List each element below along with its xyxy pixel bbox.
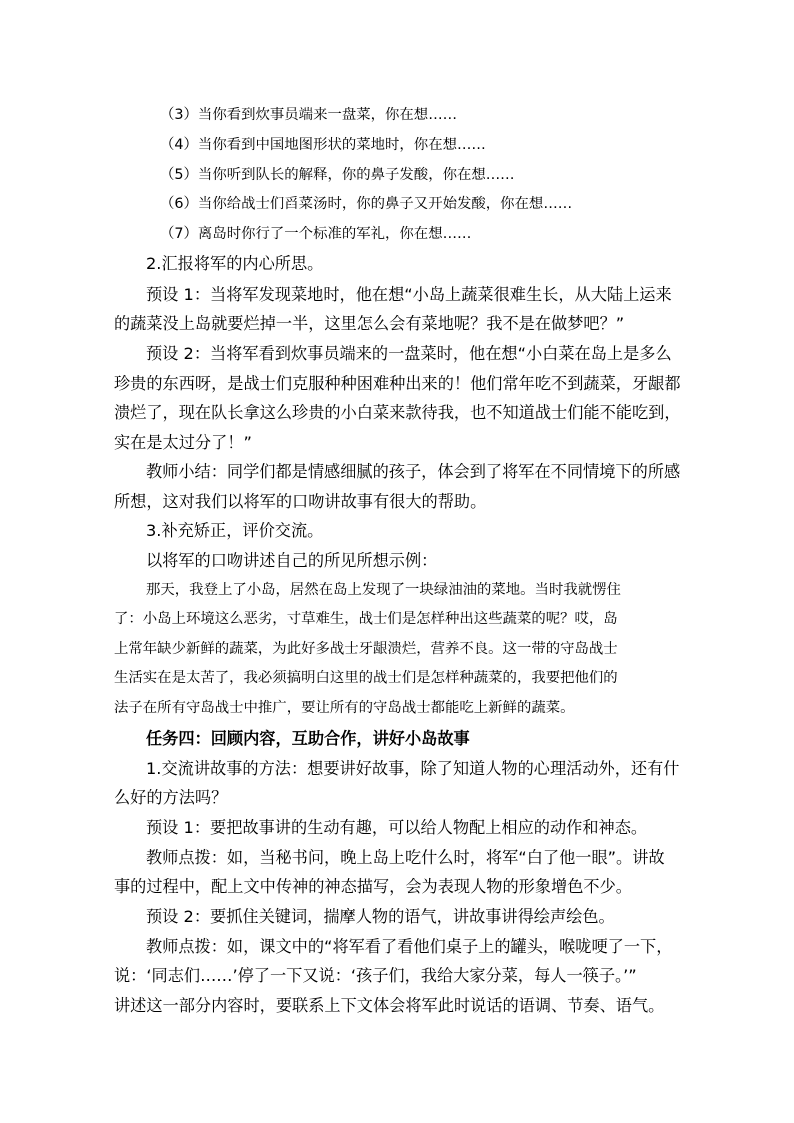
step-2-heading: 2.汇报将军的内心所思。 [146, 254, 324, 273]
question-4: （4）当你看到中国地图形状的菜地时，你在想…… [160, 137, 486, 153]
summary-line-2: 所想，这对我们以将军的口吻讲故事有很大的帮助。 [114, 492, 487, 511]
step-3-heading: 3.补充矫正，评价交流。 [146, 521, 324, 540]
tip-2-line-1: 教师点拨：如，课文中的“将军看了看他们桌子上的罐头，喉咙哽了一下， [146, 937, 673, 956]
preset-a: 预设 1：要把故事讲的生动有趣，可以给人物配上相应的动作和神态。 [146, 818, 648, 837]
summary-line-1: 教师小结：同学们都是情感细腻的孩子，体会到了将军在不同情境下的所感 [146, 462, 681, 481]
example-line-2: 了：小岛上环境这么恶劣，寸草难生，战士们是怎样种出这些蔬菜的呢？哎，岛 [114, 611, 618, 627]
tip-2-line-2: 说：‘同志们……’停了一下又说：‘孩子们，我给大家分菜，每人一筷子。’” [114, 966, 637, 985]
example-line-4: 生活实在是太苦了，我必须搞明白这里的战士们是怎样种蔬菜的，我要把他们的 [114, 670, 618, 686]
preset-1-line-1: 预设 1：当将军发现菜地时，他在想“小岛上蔬菜很难生长，从大陆上运来 [146, 285, 672, 304]
example-line-1: 那天，我登上了小岛，居然在岛上发现了一块绿油油的菜地。当时我就愣住 [146, 582, 621, 598]
tip-1-line-2: 事的过程中，配上文中传神的神态描写，会为表现人物的形象增色不少。 [114, 877, 632, 896]
question-5: （5）当你听到队长的解释，你的鼻子发酸，你在想…… [160, 167, 515, 183]
preset-2-line-1: 预设 2：当将军看到炊事员端来的一盘菜时，他在想“小白菜在岛上是多么 [146, 344, 672, 363]
preset-2-line-3: 溃烂了，现在队长拿这么珍贵的小白菜来款待我，也不知道战士们能不能吃到， [114, 403, 681, 422]
tip-2-line-3: 讲述这一部分内容时，要联系上下文体会将军此时说话的语调、节奏、语气。 [114, 996, 665, 1015]
task-4-heading: 任务四：回顾内容，互助合作，讲好小岛故事 [146, 729, 470, 748]
example-intro: 以将军的口吻讲述自己的所见所想示例： [146, 551, 438, 570]
method-line-1: 1.交流讲故事的方法：想要讲好故事，除了知道人物的心理活动外，还有什 [146, 759, 680, 778]
example-line-3: 上常年缺少新鲜的蔬菜，为此好多战士牙龈溃烂，营养不良。这一带的守岛战士 [114, 641, 618, 657]
preset-1-line-2: 的蔬菜没上岛就要烂掉一半，这里怎么会有菜地呢？我不是在做梦吧？” [114, 314, 625, 333]
question-7: （7）离岛时你行了一个标准的军礼，你在想…… [160, 226, 472, 242]
tip-1-line-1: 教师点拨：如，当秘书问，晚上岛上吃什么时，将军“白了他一眼”。讲故 [146, 848, 665, 867]
method-line-2: 么好的方法吗？ [114, 788, 228, 807]
example-line-5: 法子在所有守岛战士中推广，要让所有的守岛战士都能吃上新鲜的蔬菜。 [114, 700, 575, 716]
preset-b: 预设 2：要抓住关键词，揣摩人物的语气，讲故事讲得绘声绘色。 [146, 907, 615, 926]
preset-2-line-2: 珍贵的东西呀，是战士们克服种种困难种出来的！他们常年吃不到蔬菜，牙龈都 [114, 374, 681, 393]
preset-2-line-4: 实在是太过分了！” [114, 433, 252, 452]
question-6: （6）当你给战士们舀菜汤时，你的鼻子又开始发酸，你在想…… [160, 196, 573, 212]
question-3: （3）当你看到炊事员端来一盘菜，你在想…… [160, 107, 457, 123]
